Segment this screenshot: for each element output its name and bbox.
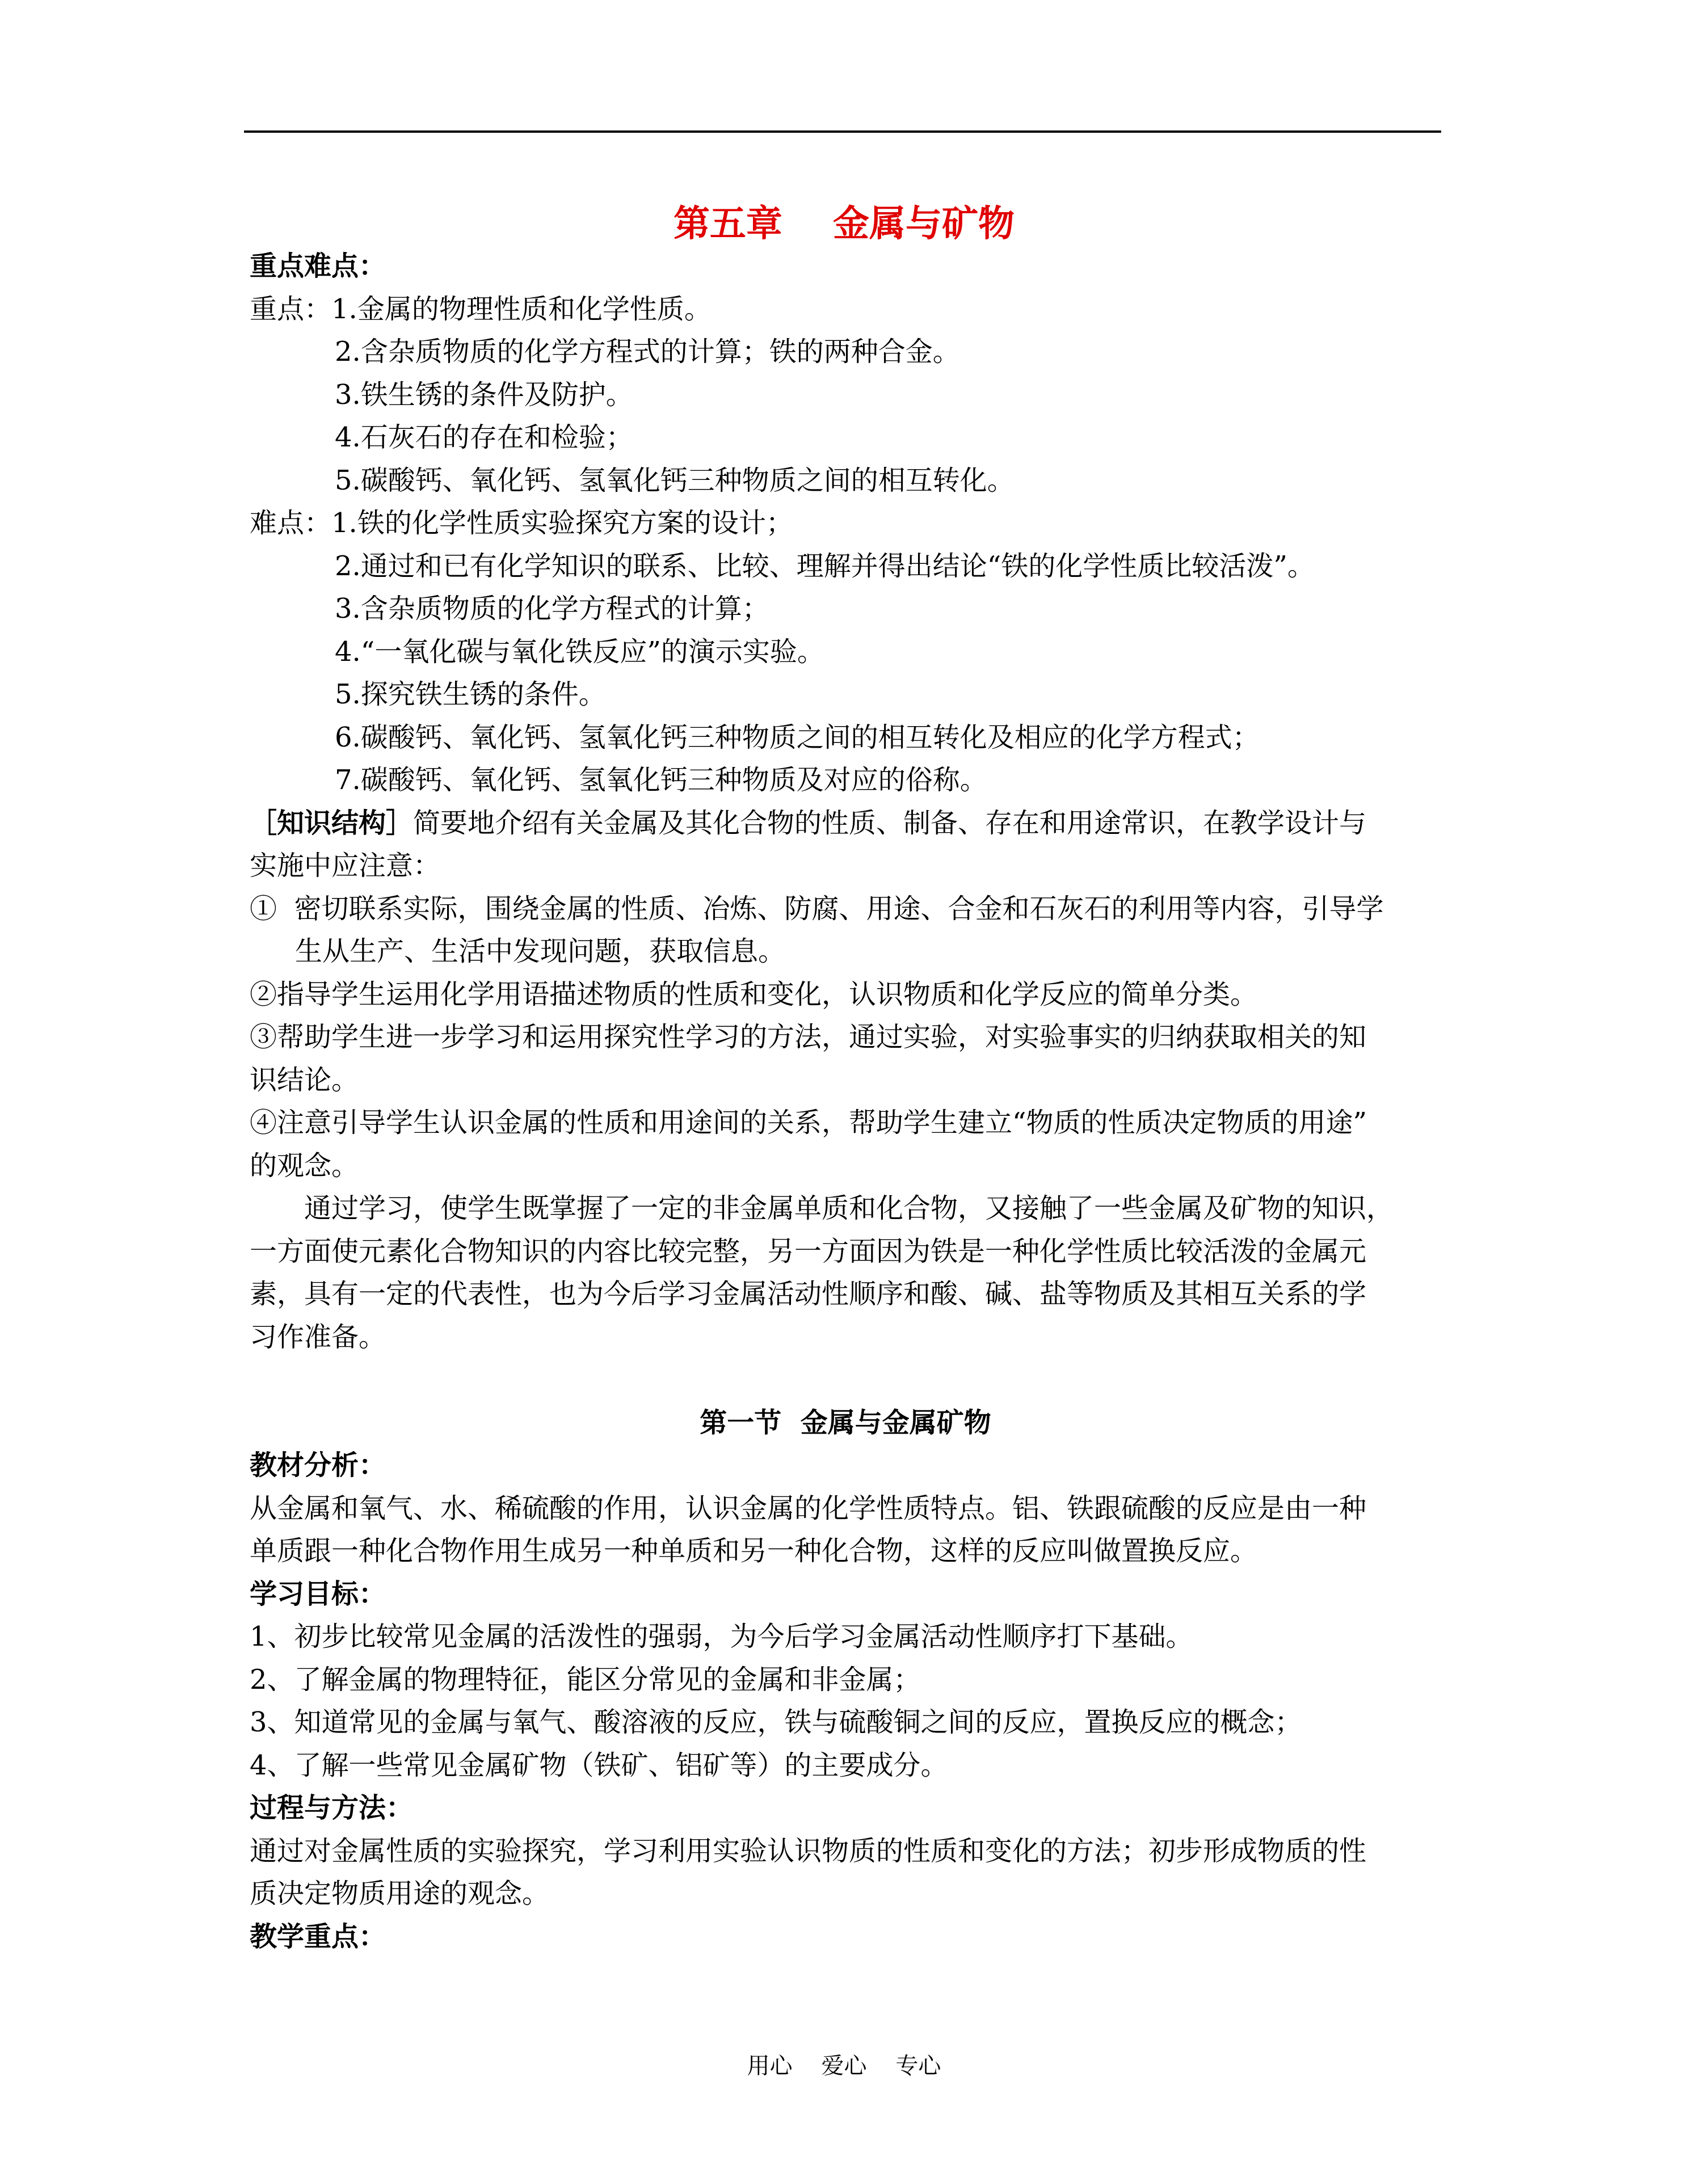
- key-point-item: 5.碳酸钙、氧化钙、氢氧化钙三种物质之间的相互转化。: [335, 464, 1015, 496]
- difficult-point-item: 6.碳酸钙、氧化钙、氢氧化钙三种物质之间的相互转化及相应的化学方程式；: [335, 721, 1260, 753]
- summary-paragraph: 通过学习，使学生既掌握了一定的非金属单质和化合物，又接触了一些金属及矿物的知识，: [304, 1192, 1394, 1224]
- key-point-item: 4.石灰石的存在和检验；: [335, 421, 633, 453]
- goal-item: 2、了解金属的物理特征，能区分常见的金属和非金属；: [250, 1663, 921, 1696]
- process-heading: 过程与方法：: [250, 1792, 414, 1824]
- summary-paragraph: 素，具有一定的代表性，也为今后学习金属活动性顺序和酸、碱、盐等物质及其相互关系的学: [250, 1278, 1367, 1310]
- note-item-cont: 识结论。: [250, 1064, 359, 1096]
- difficult-point-item: 2.通过和已有化学知识的联系、比较、理解并得出结论“铁的化学性质比较活泼”。: [335, 550, 1315, 582]
- document-body: [250, 245, 1441, 1958]
- key-point-item: 2.含杂质物质的化学方程式的计算；铁的两种合金。: [335, 336, 960, 368]
- section-title: 第一节 金属与金属矿物: [700, 1406, 991, 1439]
- difficult-point-item: 5.探究铁生锈的条件。: [335, 678, 606, 710]
- process-text: 质决定物质用途的观念。: [250, 1878, 550, 1909]
- note-item-cont: 生从生产、生活中发现问题，获取信息。: [295, 935, 786, 967]
- note-item: ④注意引导学生认识金属的性质和用途间的关系，帮助学生建立“物质的性质决定物质的用途”: [250, 1107, 1367, 1139]
- difficult-point-item: 3.含杂质物质的化学方程式的计算；: [335, 593, 769, 625]
- note-item: ③帮助学生进一步学习和运用探究性学习的方法，通过实验，对实验事实的归纳获取相关的知: [250, 1021, 1367, 1053]
- summary-paragraph: 习作准备。: [250, 1321, 386, 1353]
- goal-item: 1、初步比较常见金属的活泼性的强弱，为今后学习金属活动性顺序打下基础。: [250, 1621, 1193, 1652]
- key-point-item: 1.金属的物理性质和化学性质。: [331, 293, 712, 325]
- knowledge-structure-label: ［知识结构］: [250, 807, 414, 839]
- note-item: ① 密切联系实际，围绕金属的性质、冶炼、防腐、用途、合金和石灰石的利用等内容，引导学: [250, 892, 1384, 925]
- difficult-point-item: 1.铁的化学性质实验探究方案的设计；: [331, 507, 793, 539]
- note-item-cont: 的观念。: [250, 1149, 359, 1182]
- note-item: ②指导学生运用化学用语描述物质的性质和变化，认识物质和化学反应的简单分类。: [250, 978, 1258, 1010]
- chapter-title: 第五章 金属与矿物: [673, 203, 1015, 245]
- goals-heading: 学习目标：: [250, 1578, 386, 1610]
- knowledge-structure-text: 实施中应注意：: [250, 850, 441, 882]
- header-rule: [244, 130, 1441, 133]
- analysis-heading: 教材分析：: [250, 1449, 386, 1481]
- analysis-text: 从金属和氧气、水、稀硫酸的作用，认识金属的化学性质特点。铝、铁跟硫酸的反应是由一种: [250, 1492, 1367, 1524]
- key-point-item: 3.铁生锈的条件及防护。: [335, 378, 633, 411]
- difficult-points-label: 难点：: [250, 507, 332, 539]
- analysis-text: 单质跟一种化合物作用生成另一种单质和另一种化合物，这样的反应叫做置换反应。: [250, 1535, 1258, 1567]
- focus-heading: 教学重点：: [250, 1920, 386, 1953]
- key-point-line: [250, 288, 1441, 331]
- goal-item: 4、了解一些常见金属矿物（铁矿、铝矿等）的主要成分。: [250, 1749, 948, 1781]
- knowledge-structure-text: 简要地介绍有关金属及其化合物的性质、制备、存在和用途常识，在教学设计与: [413, 807, 1367, 839]
- page-footer: 用心 爱心 专心: [747, 2053, 941, 2079]
- difficult-point-item: 7.碳酸钙、氧化钙、氢氧化钙三种物质及对应的俗称。: [335, 764, 987, 796]
- summary-paragraph: 一方面使元素化合物知识的内容比较完整，另一方面因为铁是一种化学性质比较活泼的金属元: [250, 1235, 1367, 1267]
- process-text: 通过对金属性质的实验探究，学习利用实验认识物质的性质和变化的方法；初步形成物质的性: [250, 1835, 1367, 1867]
- difficult-point-item: 4.“一氧化碳与氧化铁反应”的演示实验。: [335, 635, 824, 668]
- knowledge-structure-line: [250, 802, 1441, 845]
- difficult-point-line: [250, 502, 1441, 545]
- key-difficult-heading: 重点难点：: [250, 250, 386, 282]
- goal-item: 3、知道常见的金属与氧气、酸溶液的反应，铁与硫酸铜之间的反应，置换反应的概念；: [250, 1706, 1302, 1738]
- spacer: [250, 1359, 1441, 1402]
- key-points-label: 重点：: [250, 293, 332, 325]
